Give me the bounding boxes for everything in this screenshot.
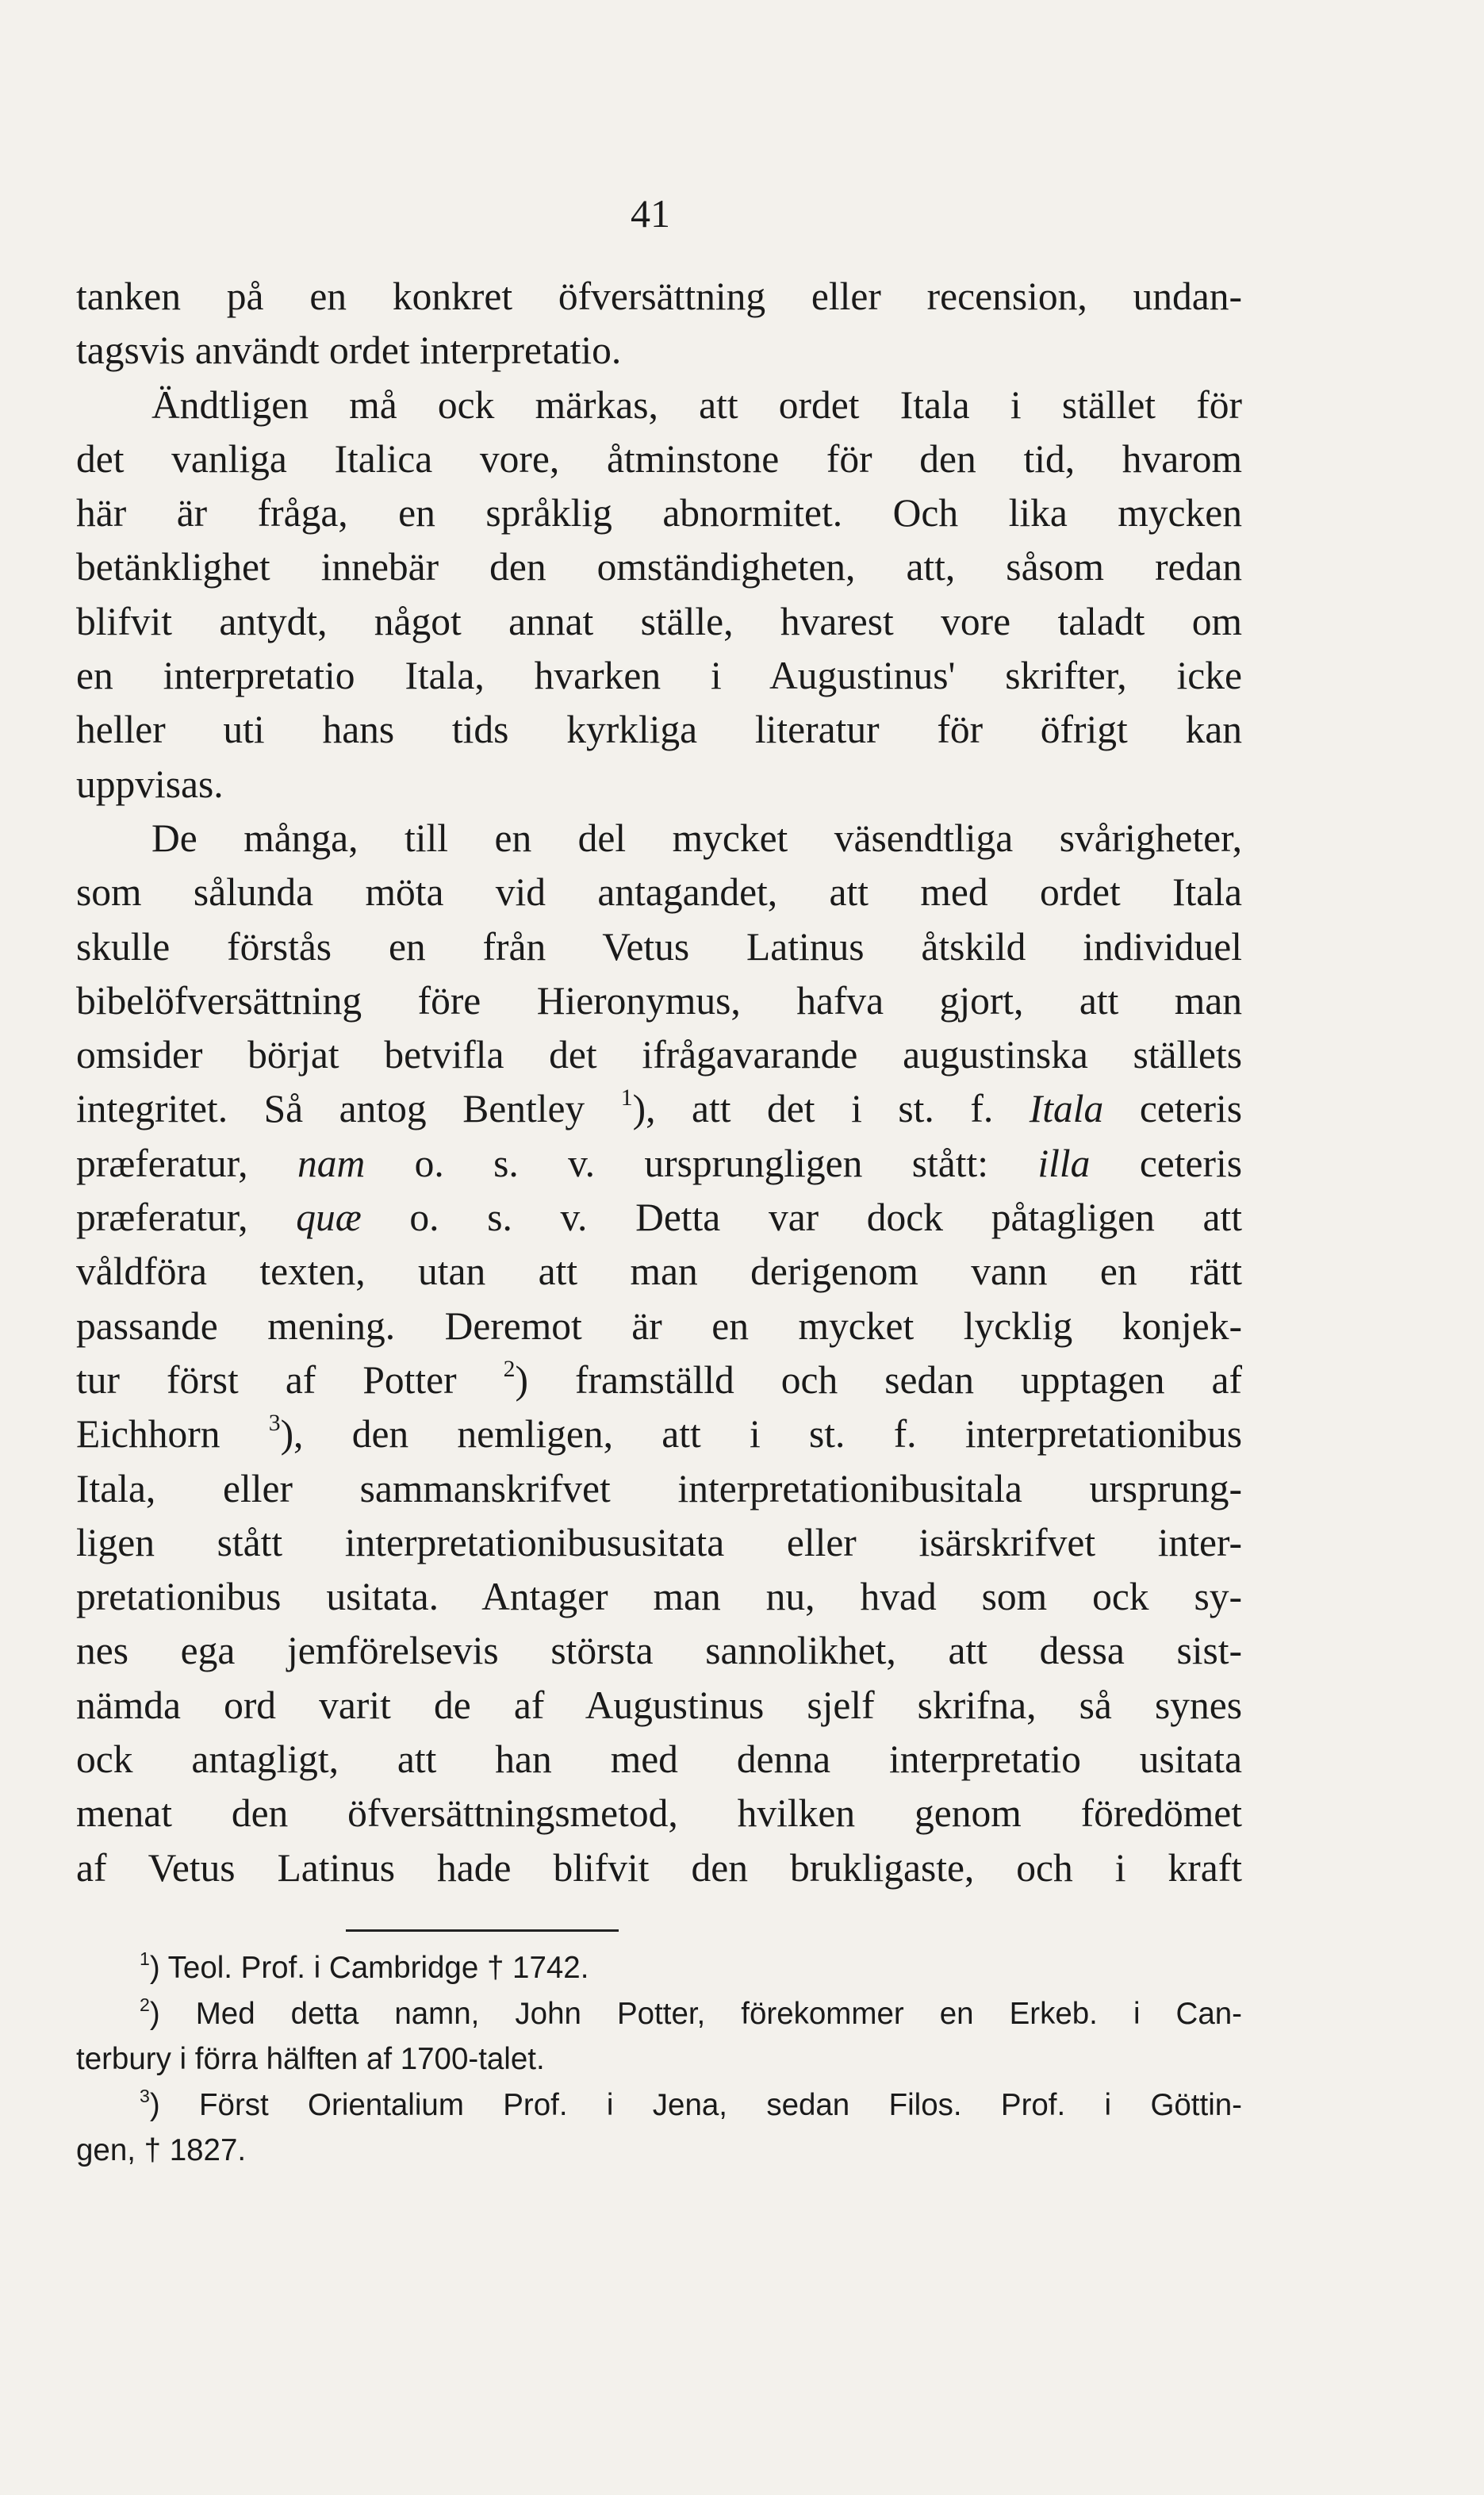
text-segment: integritet. Så antog Bentley <box>76 1087 621 1131</box>
text-line: Itala, eller sammanskrifvet interpretationibusitala ursprung- <box>76 1466 1242 1510</box>
text-line-with-footnote-ref <box>76 1407 1242 1461</box>
text-line <box>76 1137 1242 1191</box>
italic-term: illa <box>1037 1141 1091 1185</box>
text-line: tagsvis användt ordet interpretatio. <box>76 328 622 373</box>
footnote-text: ) Med detta namn, John Potter, förekommer en Erkeb. i Can- <box>149 1996 1242 2031</box>
page-number: 41 <box>631 191 670 236</box>
text-line: här är fråga, en språklig abnormitet. Och lika mycken <box>76 491 1242 535</box>
text-line: blifvit antydt, något annat ställe, hvarest vore taladt om <box>76 599 1242 643</box>
text-line: bibelöfversättning före Hieronymus, hafva gjort, att man <box>76 978 1242 1023</box>
footnote-3-continuation: gen, † 1827. <box>76 2133 247 2167</box>
text-line: heller uti hans tids kyrkliga literatur för öfrigt kan <box>76 708 1242 752</box>
text-line: skulle förstås en från Vetus Latinus åtskild individuel <box>76 924 1242 969</box>
italic-term: quæ <box>296 1196 362 1240</box>
text-segment: ) framställd och sedan upptagen af <box>515 1357 1242 1402</box>
footnote-2-continuation: terbury i förra hälften af 1700-talet. <box>76 2042 545 2076</box>
text-line: ligen stått interpretationibususitata eller isärskrifvet inter- <box>76 1520 1242 1564</box>
text-segment: o. s. v. Detta var dock påtagligen att <box>361 1196 1243 1240</box>
footnote-2 <box>76 1991 1242 2037</box>
text-line: ock antagligt, att han med denna interpretatio usitata <box>76 1737 1242 1782</box>
text-segment: ceteris <box>1090 1141 1242 1185</box>
text-segment: ), den nemligen, att i st. f. interpretationibus <box>280 1412 1242 1457</box>
body-text <box>76 270 1242 1895</box>
text-segment: præferatur, <box>76 1196 297 1240</box>
text-segment: ceteris <box>1103 1087 1243 1131</box>
text-line: menat den öfversättningsmetod, hvilken genom föredömet <box>76 1791 1242 1836</box>
footnote-1 <box>76 1945 1242 1991</box>
text-segment: ), att det i st. f. <box>632 1087 1030 1131</box>
text-line: passande mening. Deremot är en mycket lycklig konjek- <box>76 1303 1242 1348</box>
text-line-with-footnote-ref <box>76 1082 1242 1136</box>
text-line: nämda ord varit de af Augustinus sjelf skrifna, så synes <box>76 1683 1242 1727</box>
text-segment: præferatur, <box>76 1141 297 1185</box>
footnote-ref-3: 3 <box>268 1411 281 1437</box>
text-line: våldföra texten, utan att man derigenom vann en rätt <box>76 1249 1242 1294</box>
footnote-text: ) Först Orientalium Prof. i Jena, sedan Filos. Prof. i Göttin- <box>149 2087 1242 2122</box>
text-line-with-footnote-ref <box>76 1353 1242 1407</box>
footnote-3 <box>76 2082 1242 2128</box>
italic-term: nam <box>297 1141 366 1185</box>
text-line: tanken på en konkret öfversättning eller recension, undan- <box>76 274 1242 318</box>
footnote-marker: 1 <box>140 1948 150 1969</box>
footnote-ref-2: 2 <box>503 1357 516 1383</box>
text-line <box>76 1191 1242 1245</box>
footnote-ref-1: 1 <box>620 1085 633 1111</box>
italic-term: Itala <box>1029 1087 1104 1131</box>
footnote-marker: 3 <box>140 2085 150 2106</box>
text-line: som sålunda möta vid antagandet, att med ordet Itala <box>76 870 1242 915</box>
text-line: nes ega jemförelsevis största sannolikhet, att dessa sist- <box>76 1629 1242 1673</box>
footnote-marker: 2 <box>140 1994 150 2015</box>
text-line: en interpretatio Itala, hvarken i Augustinus' skrifter, icke <box>76 654 1242 698</box>
text-segment: tur först af Potter <box>76 1357 504 1402</box>
text-line: uppvisas. <box>76 762 224 806</box>
text-line: omsider börjat betvifla det ifrågavarande augustinska ställets <box>76 1033 1242 1077</box>
paragraph-start-line: Ändtligen må ock märkas, att ordet Itala i stället för <box>151 382 1242 427</box>
text-line: pretationibus usitata. Antager man nu, hvad som ock sy- <box>76 1575 1242 1619</box>
text-line: det vanliga Italica vore, åtminstone för den tid, hvarom <box>76 436 1242 481</box>
footnotes <box>76 1945 1242 2174</box>
footnote-text: ) Teol. Prof. i Cambridge † 1742. <box>149 1951 589 1985</box>
text-line: af Vetus Latinus hade blifvit den brukligaste, och i kraft <box>76 1845 1242 1890</box>
text-segment: Eichhorn <box>76 1412 269 1457</box>
text-segment: o. s. v. ursprungligen stått: <box>365 1141 1038 1185</box>
paragraph-start-line: De många, till en del mycket väsendtliga svårigheter, <box>151 816 1242 860</box>
footnote-divider <box>346 1929 619 1932</box>
text-line: betänklighet innebär den omständigheten, att, såsom redan <box>76 545 1242 589</box>
